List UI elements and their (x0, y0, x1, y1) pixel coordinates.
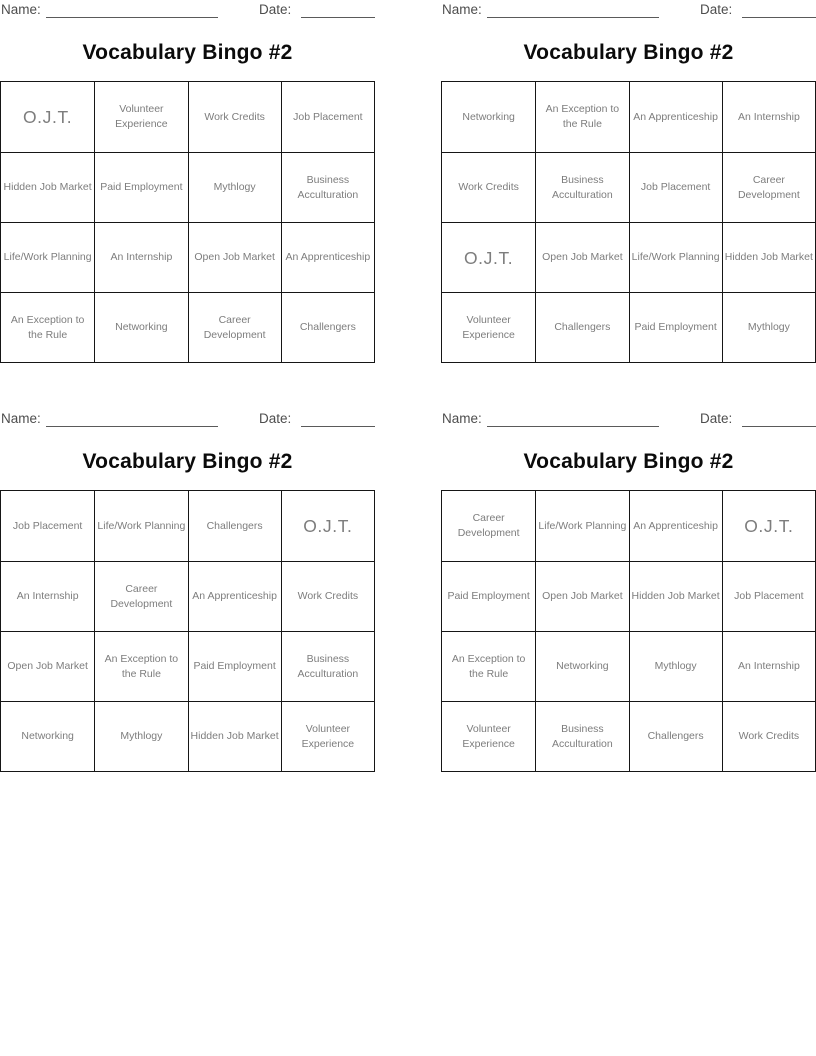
card-title: Vocabulary Bingo #2 (523, 41, 734, 64)
bingo-cell: Challengers (535, 292, 628, 362)
name-label: Name: (442, 2, 482, 17)
bingo-cell: An Apprenticeship (629, 491, 722, 561)
card-meta (0, 2, 375, 19)
bingo-cell: Volunteer Experience (94, 82, 187, 152)
card-title: Vocabulary Bingo #2 (82, 450, 293, 473)
bingo-cell: Networking (535, 631, 628, 701)
bingo-cell: Business Acculturation (535, 152, 628, 222)
bingo-cell: Networking (1, 701, 94, 771)
bingo-cell: Paid Employment (442, 561, 535, 631)
bingo-cell: An Exception to the Rule (1, 292, 94, 362)
bingo-cell: Business Acculturation (281, 631, 374, 701)
bingo-cell: An Internship (1, 561, 94, 631)
bingo-cell: Paid Employment (94, 152, 187, 222)
bingo-cell: Paid Employment (629, 292, 722, 362)
bingo-cell: An Apprenticeship (629, 82, 722, 152)
bingo-cell: Work Credits (442, 152, 535, 222)
date-blank-line (301, 2, 375, 18)
date-label: Date: (700, 2, 733, 17)
bingo-cell: Job Placement (12, 519, 83, 532)
card-title: Vocabulary Bingo #2 (82, 41, 293, 64)
bingo-cell: O.J.T. (722, 491, 815, 561)
bingo-cell: Volunteer Experience (442, 701, 535, 771)
card-meta (0, 411, 375, 428)
date-label: Date: (259, 411, 292, 426)
bingo-cell: Networking (462, 110, 515, 123)
name-blank-line (46, 411, 218, 427)
bingo-cell: An Internship (722, 631, 815, 701)
bingo-cell: Challengers (629, 701, 722, 771)
bingo-cell: O.J.T. (442, 222, 535, 292)
bingo-cell: An Internship (722, 82, 815, 152)
bingo-card-2 (441, 0, 816, 363)
date-blank-line (301, 411, 375, 427)
bingo-cell: Career Development (94, 561, 187, 631)
date-blank-line (742, 411, 816, 427)
bingo-cell: Challengers (281, 292, 374, 362)
bingo-cell: An Exception to the Rule (94, 631, 187, 701)
bingo-cell: Hidden Job Market (188, 701, 281, 771)
bingo-cell: Job Placement (281, 82, 374, 152)
bingo-cell: Career Development (457, 512, 520, 539)
bingo-cell: Open Job Market (535, 561, 628, 631)
date-blank-line (742, 2, 816, 18)
bingo-cell: An Exception to the Rule (535, 82, 628, 152)
bingo-card-4 (441, 409, 816, 772)
bingo-cell: Paid Employment (188, 631, 281, 701)
bingo-card-3 (0, 409, 375, 772)
bingo-cell: An Internship (94, 222, 187, 292)
name-label: Name: (1, 2, 41, 17)
bingo-cell: Networking (94, 292, 187, 362)
bingo-cell: Business Acculturation (281, 152, 374, 222)
name-blank-line (46, 2, 218, 18)
bingo-cell: Open Job Market (1, 631, 94, 701)
bingo-cell: Mythlogy (94, 701, 187, 771)
bingo-cell: Life/Work Planning (94, 491, 187, 561)
bingo-cell: Job Placement (629, 152, 722, 222)
bingo-cell: Open Job Market (188, 222, 281, 292)
card-meta (441, 2, 816, 19)
bingo-grid (441, 81, 816, 363)
name-label: Name: (442, 411, 482, 426)
bingo-cell: Hidden Job Market (629, 561, 722, 631)
bingo-cell: Volunteer Experience (281, 701, 374, 771)
bingo-cell: Mythlogy (188, 152, 281, 222)
bingo-cell: Hidden Job Market (1, 152, 94, 222)
date-label: Date: (259, 2, 292, 17)
bingo-cell: Work Credits (281, 561, 374, 631)
bingo-cell: An Exception to the Rule (442, 631, 535, 701)
bingo-grid (0, 490, 375, 772)
bingo-cell: Life/Work Planning (629, 222, 722, 292)
bingo-cell: Career Development (188, 292, 281, 362)
bingo-cell: O.J.T. (22, 107, 73, 127)
bingo-cell: Job Placement (722, 561, 815, 631)
date-label: Date: (700, 411, 733, 426)
bingo-cell: Business Acculturation (535, 701, 628, 771)
bingo-cell: Work Credits (722, 701, 815, 771)
bingo-cell: An Apprenticeship (281, 222, 374, 292)
bingo-cell: Hidden Job Market (722, 222, 815, 292)
bingo-cell: Mythlogy (722, 292, 815, 362)
bingo-cell: O.J.T. (281, 491, 374, 561)
bingo-grid (0, 81, 375, 363)
bingo-cell: Career Development (722, 152, 815, 222)
card-title: Vocabulary Bingo #2 (523, 450, 734, 473)
name-label: Name: (1, 411, 41, 426)
bingo-cell: An Apprenticeship (188, 561, 281, 631)
bingo-cell: Open Job Market (535, 222, 628, 292)
bingo-cell: Challengers (188, 491, 281, 561)
name-blank-line (487, 411, 659, 427)
bingo-grid (441, 490, 816, 772)
bingo-cell: Life/Work Planning (535, 491, 628, 561)
bingo-cell: Work Credits (188, 82, 281, 152)
bingo-card-1 (0, 0, 375, 363)
bingo-cell: Life/Work Planning (1, 222, 94, 292)
bingo-cell: Mythlogy (629, 631, 722, 701)
name-blank-line (487, 2, 659, 18)
card-meta (441, 411, 816, 428)
bingo-cell: Volunteer Experience (442, 292, 535, 362)
